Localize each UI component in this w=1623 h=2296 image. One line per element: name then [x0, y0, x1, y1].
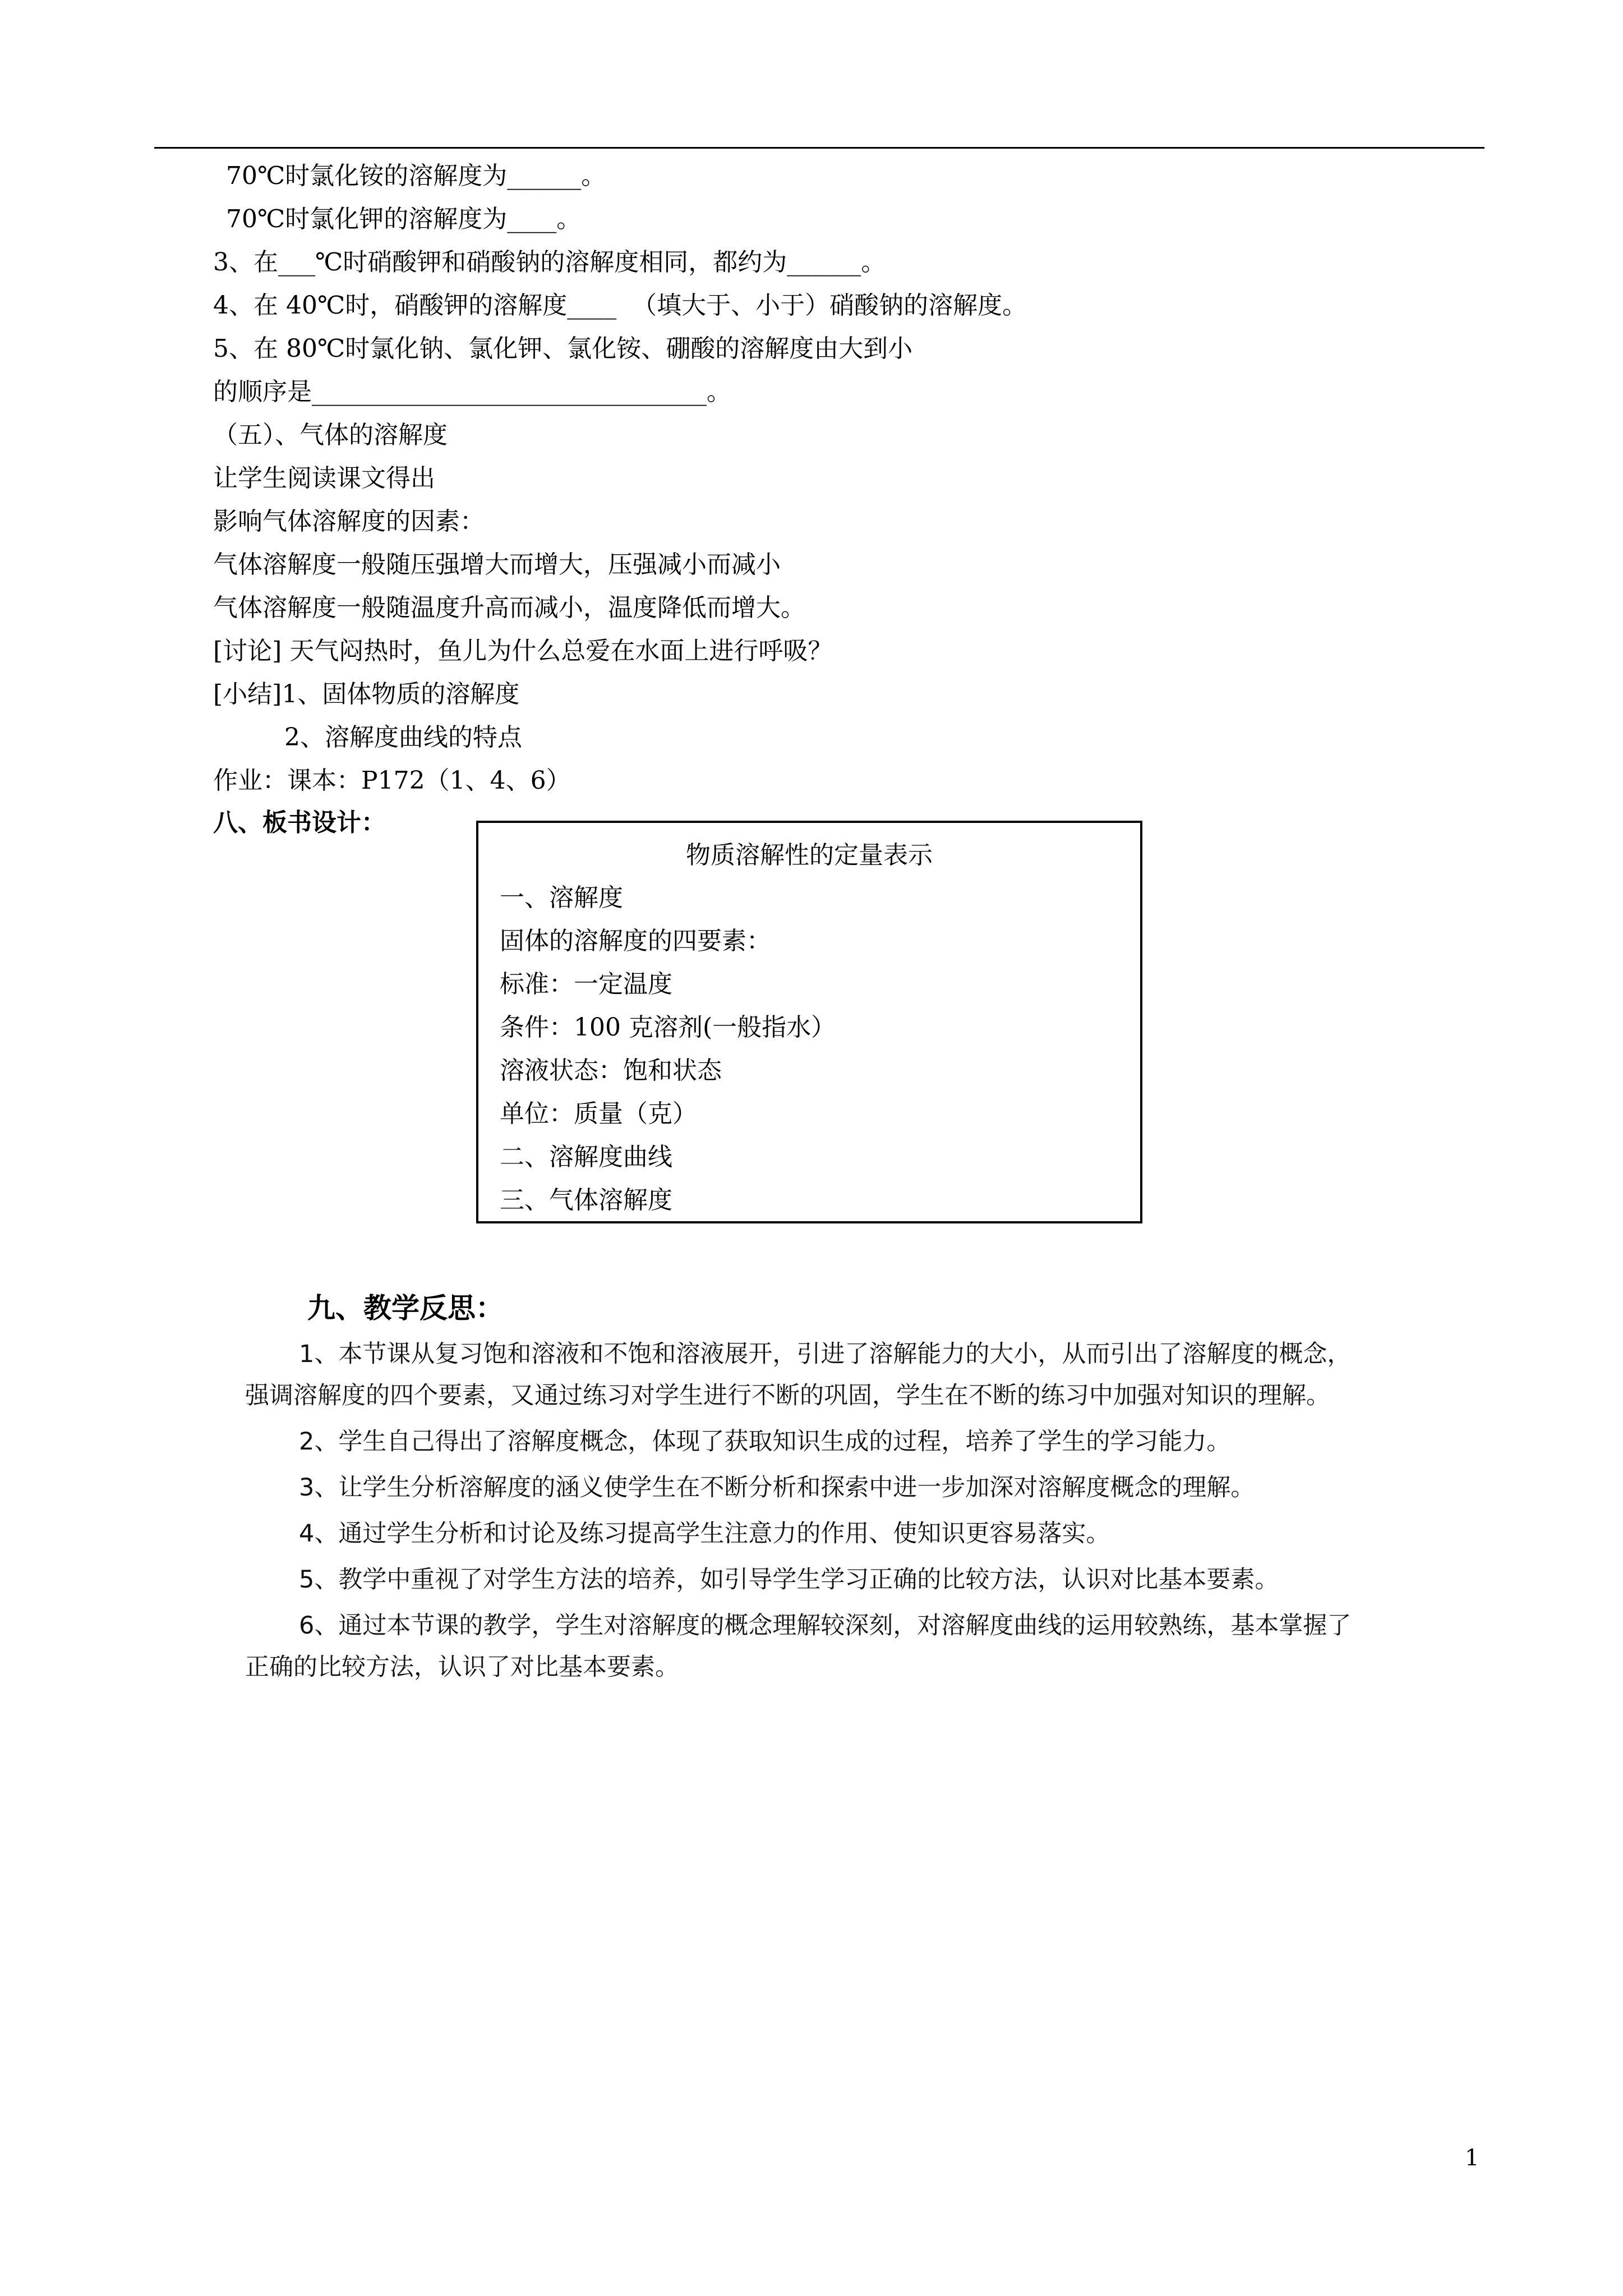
text-line-4: 4、在 40℃时，硝酸钾的溶解度____ （填大于、小于）硝酸钠的溶解度。 [213, 291, 1027, 320]
text-line-11: 气体溶解度一般随温度升高而减小，温度降低而增大。 [213, 593, 805, 622]
section-heading-reflection: 九、教学反思： [307, 1292, 504, 1324]
reflection-line: 3、让学生分析溶解度的涵义使学生在不断分析和探索中进一步加深对溶解度概念的理解。 [299, 1474, 1255, 1502]
text-line-14: 2、溶解度曲线的特点 [284, 723, 522, 752]
board-item: 固体的溶解度的四要素： [500, 927, 771, 955]
reflection-line: 6、通过本节课的教学，学生对溶解度的概念理解较深刻，对溶解度曲线的运用较熟练，基本掌握了 [299, 1612, 1352, 1640]
reflection-line: 强调溶解度的四个要素，又通过练习对学生进行不断的巩固，学生在不断的练习中加强对知识的理解。 [245, 1382, 1330, 1410]
text-line-8: 让学生阅读课文得出 [213, 464, 435, 493]
reflection-line: 1、本节课从复习饱和溶液和不饱和溶液展开，引进了溶解能力的大小，从而引出了溶解度的概念， [299, 1340, 1352, 1368]
board-title: 物质溶解性的定量表示 [686, 841, 933, 869]
section-heading-board-design: 八、板书设计： [213, 808, 386, 837]
reflection-line: 5、教学中重视了对学生方法的培养，如引导学生学习正确的比较方法，认识对比基本要素。 [299, 1566, 1279, 1594]
text-line-1: 70℃时氯化铵的溶解度为______。 [226, 162, 606, 190]
text-line-6: 的顺序是________________________________。 [213, 378, 731, 406]
board-design-box [476, 821, 1142, 1223]
board-item: 单位：质量（克） [500, 1099, 697, 1128]
text-line-5: 5、在 80℃时氯化钠、氯化钾、氯化铵、硼酸的溶解度由大到小 [213, 334, 913, 363]
reflection-line: 4、通过学生分析和讨论及练习提高学生注意力的作用、使知识更容易落实。 [299, 1520, 1110, 1548]
board-item: 二、溶解度曲线 [500, 1143, 672, 1171]
board-item: 标准：一定温度 [500, 970, 672, 999]
text-line-10: 气体溶解度一般随压强增大而增大，压强减小而减小 [213, 550, 781, 579]
header-rule [154, 147, 1484, 149]
board-item: 溶液状态：饱和状态 [500, 1056, 722, 1085]
reflection-line: 正确的比较方法，认识了对比基本要素。 [245, 1653, 679, 1681]
text-line-9: 影响气体溶解度的因素： [213, 507, 485, 536]
reflection-line: 2、学生自己得出了溶解度概念，体现了获取知识生成的过程，培养了学生的学习能力。 [299, 1428, 1231, 1456]
board-item: 一、溶解度 [500, 884, 623, 912]
board-item: 条件：100 克溶剂(一般指水） [500, 1013, 836, 1042]
text-line-7: （五）、气体的溶解度 [213, 421, 448, 449]
page-number: 1 [1465, 2145, 1479, 2171]
text-line-2: 70℃时氯化钾的溶解度为____。 [226, 205, 582, 233]
text-line-3: 3、在___℃时硝酸钾和硝酸钠的溶解度相同，都约为______。 [213, 248, 886, 277]
text-line-12: [讨论] 天气闷热时，鱼儿为什么总爱在水面上进行呼吸？ [213, 637, 833, 665]
text-line-13: [小结]1、固体物质的溶解度 [213, 680, 520, 708]
board-item: 三、气体溶解度 [500, 1186, 672, 1214]
text-line-15: 作业：课本：P172（1、4、6） [213, 766, 571, 795]
